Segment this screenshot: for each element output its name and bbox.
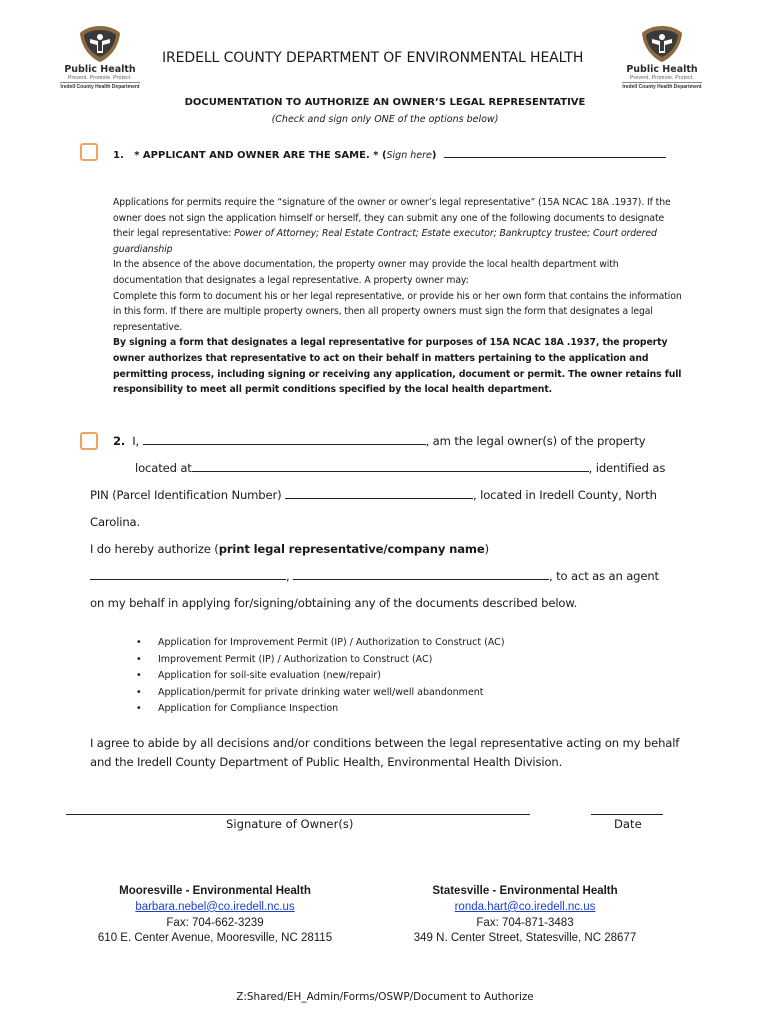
logo-left (55, 24, 145, 91)
document-heading: DOCUMENTATION TO AUTHORIZE AN OWNER’S LEGAL REPRESENTATIVE (184, 97, 586, 108)
representative-name-field[interactable] (90, 566, 286, 580)
office-address: 610 E. Center Avenue, Mooresville, NC 28115 (97, 932, 333, 945)
instructions: (Check and sign only ONE of the options below) (271, 114, 499, 125)
office-email-link[interactable]: ronda.hart@co.iredell.nc.us (454, 900, 596, 913)
public-health-shield-icon (640, 24, 684, 64)
logo-department: Iredell County Health Department (622, 84, 702, 90)
logo-name: Public Health (626, 64, 698, 75)
logo-name: Public Health (64, 64, 136, 75)
option-1-signature-field[interactable] (444, 147, 666, 158)
option-1-checkbox[interactable] (80, 143, 98, 161)
authorize-suffix: ) (484, 542, 489, 556)
located-at-label: located at (135, 461, 192, 475)
date-field[interactable] (591, 813, 663, 815)
identified-as-label: , identified as (588, 461, 666, 475)
office-statesville (390, 884, 660, 947)
agreement-text: I agree to abide by all decisions and/or conditions between the legal representative acting on my behalf and the Iredell County Department of Public Health, Environmental Health Division. (90, 736, 680, 769)
office-name: Statesville - Environmental Health (432, 885, 618, 897)
list-item: • Application for Compliance Inspection (136, 701, 505, 718)
list-item: • Application for Improvement Permit (IP) / Authorization to Construct (AC) (136, 635, 505, 652)
signature-label: Signature of Owner(s) (226, 817, 354, 831)
company-name-field[interactable] (293, 566, 549, 580)
document-list (136, 635, 505, 718)
option-1 (113, 147, 666, 161)
sign-here-label: Sign here (386, 150, 432, 161)
carolina-text: Carolina. (90, 515, 141, 529)
office-email-link[interactable]: barbara.nebel@co.iredell.nc.us (135, 900, 295, 913)
owner-suffix: , am the legal owner(s) of the property (425, 434, 646, 448)
office-mooresville (80, 884, 350, 947)
pin-label: PIN (Parcel Identification Number) (90, 488, 282, 502)
option-2-i: I, (132, 434, 140, 448)
info-text (113, 195, 683, 398)
located-in-label: , located in Iredell County, North (473, 488, 657, 502)
list-item: • Application/permit for private drinking water well/well abandonment (136, 685, 505, 702)
footer-path: Z:Shared/EH_Admin/Forms/OSWP/Document to Authorize (236, 991, 534, 1003)
date-label: Date (614, 817, 642, 831)
behalf-text: on my behalf in applying for/signing/obtaining any of the documents described below. (90, 596, 578, 610)
list-item: • Improvement Permit (IP) / Authorization to Construct (AC) (136, 652, 505, 669)
logo-department: Iredell County Health Department (60, 84, 140, 90)
info-p2: In the absence of the above documentation, the property owner may provide the local health department with documentation that designates a legal representative. A property owner may: (113, 259, 619, 286)
agent-label: , to act as an agent (549, 569, 659, 583)
info-p3: Complete this form to document his or her legal representative, or provide his or her own form that contains the information in this form. If there are multiple property owners, then all property owners must sign the form that designates a legal representative. (113, 290, 682, 333)
property-address-field[interactable] (192, 458, 589, 472)
info-p1: Applications for permits require the “signature of the owner or owner’s legal representative” (15A NCAC 18A .1937). If the owner does not sign the application himself or herself, they can submit any one of the following documents to designate their legal representative: (113, 197, 671, 240)
option-2-number: 2. (113, 434, 126, 448)
office-address: 349 N. Center Street, Statesville, NC 28677 (413, 932, 637, 945)
owner-signature-field[interactable] (66, 813, 530, 815)
option-1-label: * APPLICANT AND OWNER ARE THE SAME. * ( (134, 150, 387, 161)
option-1-close: ) (431, 150, 437, 161)
office-name: Mooresville - Environmental Health (119, 885, 311, 897)
info-p4: By signing a form that designates a legal representative for purposes of 15A NCAC 18A .1937, the property owner authorizes that representative to act on their behalf in matters pertaining to the application and permitting process, including signing or receiving any application, document or permit. The owner retains full responsibility to meet all permit conditions specified by the local health department. (113, 337, 682, 396)
owner-name-field[interactable] (143, 431, 426, 445)
logo-right (617, 24, 707, 91)
pin-field[interactable] (285, 485, 473, 499)
option-1-number: 1. (113, 150, 124, 161)
office-fax: Fax: 704-871-3483 (476, 916, 574, 929)
public-health-shield-icon (78, 24, 122, 64)
comma: , (286, 569, 290, 583)
authorize-prefix: I do hereby authorize ( (90, 542, 219, 556)
info-p1-documents: Power of Attorney; Real Estate Contract; Estate executor; Bankruptcy trustee; Court ordered guardianship (113, 228, 657, 255)
option-2 (90, 428, 690, 617)
office-fax: Fax: 704-662-3239 (166, 916, 264, 929)
list-item: • Application for soil-site evaluation (new/repair) (136, 668, 505, 685)
logo-tagline: Prevent. Promote. Protect. (629, 75, 695, 81)
authorize-bold: print legal representative/company name (218, 542, 485, 556)
logo-tagline: Prevent. Promote. Protect. (67, 75, 133, 81)
page-title: IREDELL COUNTY DEPARTMENT OF ENVIRONMENTAL HEALTH (162, 50, 584, 66)
